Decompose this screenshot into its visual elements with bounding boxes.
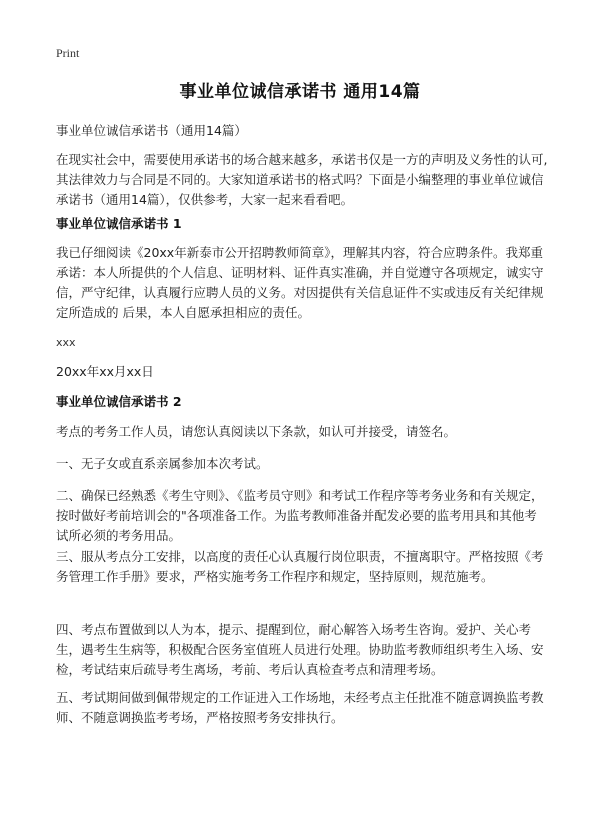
clause-3: 三、服从考点分工安排，以高度的责任心认真履行岗位职责，不擅离职守。严格按照《考务管理工作手册》要求，严格实施考务工作程序和规定，坚持原则，规范施考。	[56, 549, 544, 584]
date: 20xx年xx月xx日	[56, 364, 154, 379]
clause-2: 二、确保已经熟悉《考生守则》、《监考员守则》和考试工作程序等考务业务和有关规定，按时做好考前培训会的"各项准备工作。为监考教师准备并配发必要的监考用具和其他考试所必须的考务用品。	[56, 488, 544, 543]
clause-5: 五、考试期间做到佩带规定的工作证进入工作场地，未经考点主任批准不随意调换监考教师、不随意调换监考考场，严格按照考务安排执行。	[56, 690, 544, 725]
section-1-heading: 事业单位诚信承诺书 1	[56, 216, 182, 231]
section-1-paragraph: 我已仔细阅读《20xx年新泰市公开招聘教师简章》，理解其内容，符合应聘条件。我郑重承诺：本人所提供的个人信息、证明材料、证件真实准确，并自觉遵守各项规定，诚实守信，严守纪律，认真履行应聘人员的义务。对因提供有关信息证件不实或违反有关纪律规定所造成的 后果，本人自愿承担相应的责任。	[56, 245, 544, 320]
document-title: 事业单位诚信承诺书 通用14篇	[179, 82, 421, 102]
intro-subtitle: 事业单位诚信承诺书（通用14篇）	[56, 123, 247, 138]
clause-1: 一、无子女或直系亲属参加本次考试。	[56, 456, 269, 471]
clause-4: 四、考点布置做到以人为本，提示、提醒到位，耐心解答入场考生咨询。爱护、关心考生，遇考生生病等，积极配合医务室值班人员进行处理。协助监考教师组织考生入场、安检，考试结束后疏导考生离场，考前、考后认真检查考点和清理考场。	[56, 622, 544, 677]
signature: xxx	[56, 336, 76, 349]
section-2-heading: 事业单位诚信承诺书 2	[56, 394, 182, 409]
intro-paragraph: 在现实社会中，需要使用承诺书的场合越来越多，承诺书仅是一方的声明及义务性的认可,其法律效力与合同是不同的。大家知道承诺书的格式吗？下面是小编整理的事业单位诚信承诺书（通用14篇），仅供参考，大家一起来看看吧。	[56, 152, 548, 207]
section-2-intro: 考点的考务工作人员，请您认真阅读以下条款，如认可并接受，请签名。	[56, 424, 457, 439]
print-label: Print	[56, 46, 80, 60]
